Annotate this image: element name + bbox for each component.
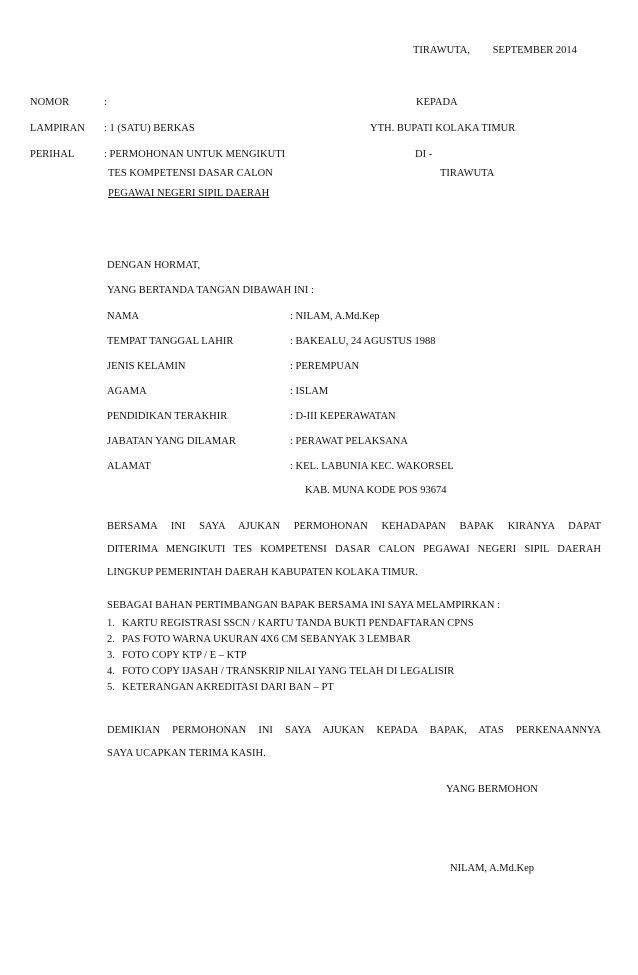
nomor-label: NOMOR	[30, 97, 70, 108]
lampiran-label: LAMPIRAN	[30, 123, 85, 134]
body-line-2: DITERIMA MENGIKUTI TES KOMPETENSI DASAR CALON PEGAWAI NEGERI SIPIL DAERAH	[107, 543, 601, 555]
identity-label: TEMPAT TANGGAL LAHIR	[107, 336, 234, 347]
attachment-number: 3.	[107, 650, 115, 661]
signature-name: NILAM, A.Md.Kep	[450, 863, 534, 874]
place-date	[413, 44, 577, 58]
date-text: SEPTEMBER 2014	[492, 45, 577, 56]
identity-label: ALAMAT	[107, 461, 151, 472]
attachment-item	[107, 633, 474, 649]
identity-value: : BAKEALU, 24 AGUSTUS 1988	[290, 336, 436, 347]
place-text: TIRAWUTA,	[413, 45, 470, 56]
identity-label: JABATAN YANG DILAMAR	[107, 436, 236, 447]
greeting: DENGAN HORMAT,	[107, 260, 201, 271]
attachment-item	[107, 665, 474, 681]
body-line-3: LINGKUP PEMERINTAH DAERAH KABUPATEN KOLAKA TIMUR.	[107, 566, 418, 578]
body-line-1: BERSAMA INI SAYA AJUKAN PERMOHONAN KEHADAPAN BAPAK KIRANYA DAPAT	[107, 521, 601, 532]
attachment-number: 1.	[107, 618, 115, 629]
recipient-yth: YTH. BUPATI KOLAKA TIMUR	[370, 123, 516, 134]
attachment-text: PAS FOTO WARNA UKURAN 4X6 CM SEBANYAK 3 LEMBAR	[122, 634, 411, 645]
attachment-text: FOTO COPY KTP / E – KTP	[122, 650, 247, 661]
attachment-item	[107, 617, 474, 633]
recipient-di: DI -	[415, 149, 433, 160]
identity-value: : NILAM, A.Md.Kep	[290, 311, 380, 322]
attachments-intro: SEBAGAI BAHAN PERTIMBANGAN BAPAK BERSAMA INI SAYA MELAMPIRKAN :	[107, 600, 500, 611]
body-paragraph	[107, 520, 601, 588]
identity-value: : PEREMPUAN	[290, 361, 360, 372]
closing-line-1: DEMIKIAN PERMOHONAN INI SAYA AJUKAN KEPADA BAPAK, ATAS PERKENAANNYA	[107, 725, 601, 736]
address-continuation: KAB. MUNA KODE POS 93674	[305, 485, 447, 496]
closing-paragraph	[107, 724, 601, 770]
attachment-item	[107, 681, 474, 697]
attachment-text: KETERANGAN AKREDITASI DARI BAN – PT	[122, 682, 334, 693]
recipient-kepada: KEPADA	[416, 97, 458, 108]
identity-value: : KEL. LABUNIA KEC. WAKORSEL	[290, 461, 454, 472]
identity-label: JENIS KELAMIN	[107, 361, 186, 372]
perihal-line-1: : PERMOHONAN UNTUK MENGIKUTI	[104, 149, 286, 160]
identity-label: NAMA	[107, 311, 140, 322]
lampiran-value: : 1 (SATU) BERKAS	[104, 123, 195, 134]
perihal-line-3: PEGAWAI NEGERI SIPIL DAERAH	[108, 188, 270, 199]
intro-text: YANG BERTANDA TANGAN DIBAWAH INI :	[107, 285, 314, 296]
identity-value: : PERAWAT PELAKSANA	[290, 436, 408, 447]
attachment-number: 2.	[107, 634, 115, 645]
attachment-text: KARTU REGISTRASI SSCN / KARTU TANDA BUKTI PENDAFTARAN CPNS	[122, 618, 474, 629]
attachments-list	[107, 617, 474, 697]
attachment-item	[107, 649, 474, 665]
perihal-line-2: TES KOMPETENSI DASAR CALON	[108, 168, 273, 179]
attachment-text: FOTO COPY IJASAH / TRANSKRIP NILAI YANG TELAH DI LEGALISIR	[122, 666, 455, 677]
closing-line-2: SAYA UCAPKAN TERIMA KASIH.	[107, 747, 266, 759]
identity-label: PENDIDIKAN TERAKHIR	[107, 411, 228, 422]
nomor-value: :	[104, 97, 107, 108]
identity-label: AGAMA	[107, 386, 147, 397]
identity-value: : D-III KEPERAWATAN	[290, 411, 396, 422]
identity-value: : ISLAM	[290, 386, 329, 397]
attachment-number: 5.	[107, 682, 115, 693]
attachment-number: 4.	[107, 666, 115, 677]
signoff: YANG BERMOHON	[446, 784, 538, 795]
perihal-label: PERIHAL	[30, 149, 75, 160]
recipient-place: TIRAWUTA	[440, 168, 495, 179]
